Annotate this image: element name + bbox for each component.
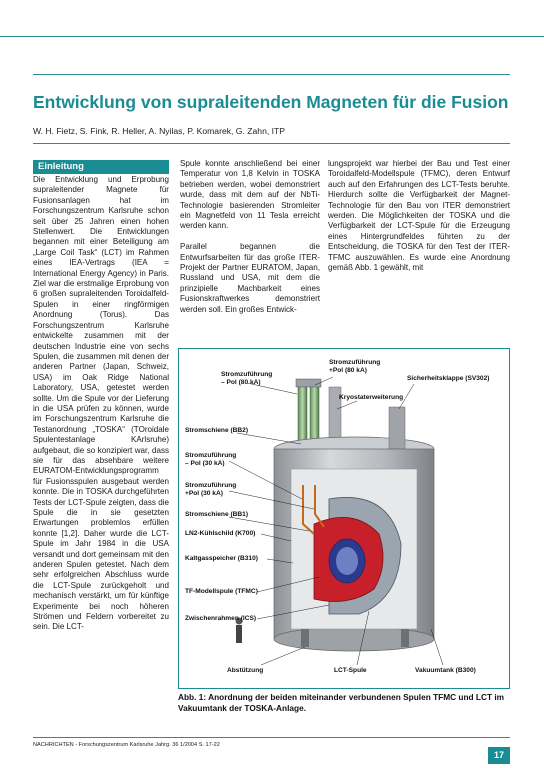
label-abstuetzung: Abstützung xyxy=(227,667,264,674)
label-sicherheitsklappe: Sicherheitsklappe (SV302) xyxy=(407,375,490,382)
authors-rule xyxy=(33,143,510,144)
support xyxy=(301,629,309,647)
label-stromzufuehrung-plus-30: Stromzuführung +Pol (30 kA) xyxy=(185,482,237,497)
paragraph: Parallel begannen die Entwurfsarbeiten für das große ITER-Projekt der Partner EURATOM, Japan, Russland und USA, mit dem die prinzipielle Machbarkeit eines Fusionskraftwerkes demonstriert werden soll. Ein großes Entwick- xyxy=(180,242,320,314)
label-tf-modellspule: TF-Modellspule (TFMC) xyxy=(185,588,258,595)
text-column-1 xyxy=(33,175,169,643)
section-heading: Einleitung xyxy=(33,160,169,174)
label-lct-spule: LCT-Spule xyxy=(334,667,367,674)
bottom-rule xyxy=(33,737,510,738)
label-kryostaterweiterung: Kryostaterweiterung xyxy=(339,394,404,401)
label-stromschiene-bb1: Stromschiene (BB1) xyxy=(185,511,249,518)
figure-caption: Abb. 1: Anordnung der beiden miteinander verbundenen Spulen TFMC und LCT im Vakuumtank der TOSKA-Anlage. xyxy=(178,692,505,713)
article-title: Entwicklung von supraleitenden Magneten für die Fusion xyxy=(33,91,509,112)
text-column-3 xyxy=(328,159,510,284)
text-column-2 xyxy=(180,159,320,325)
paragraph: lungsprojekt war hierbei der Bau und Test einer Toroidalfeld-Modellspule (TFMC), deren Entwurf auch auf den Erfahrungen des LCT-Tests beruhte. Hierdurch sollte die Verfügbarkeit der Magnet-Technologie für den Bau von ITER demonstriert werden. Die Möglichkeiten der TOSKA und die Verfügbarkeit der LCT-Spule für die Erzeugung eines Hintergrundfeldes führten zu der Entscheidung, die TOSKA für den Test der ITER-TFMC auszuwählen. Es wurde eine Anordnung gemäß Abb. 1 gewählt, mit xyxy=(328,159,510,273)
title-rule xyxy=(33,74,510,75)
label-vakuumtank: Vakuumtank (B300) xyxy=(415,667,476,674)
article-authors: W. H. Fietz, S. Fink, R. Heller, A. Nyilas, P. Komarek, G. Zahn, ITP xyxy=(33,126,285,136)
label-stromschiene-bb2: Stromschiene (BB2) xyxy=(185,427,249,434)
paragraph: Die Entwicklung und Erprobung supraleitender Magnete für Fusionsanlagen hat im Forschungszentrum Karlsruhe schon seit über 25 Jahren einen hohen Stellenwert. Die Entwicklungen begannen mit einer Beteiligung am „Large Coil Task“ (LCT) im Rahmen eines IEA-Vertrags (IEA = International Energy Agency) in Paris. Ziel war die erstmalige Erprobung von 6 großen supraleitenden Toroidalfeld-Spulen in einer ringförmigen Anordnung (Torus). Das Forschungszentrum Karlsruhe entwickelte zusammen mit der deutschen Industrie eine von sechs Spulen, die zusammen mit denen der anderen Partner (Japan, Schweiz, USA) im Oak Ridge National Laboratory, USA, getestet werden sollte. Um die Spule vor der Lieferung in die USA prüfen zu können, wurde im Forschungszentrum Karlsruhe die Testanordnung „TOSKA“ (TOroidale Spulentestanlage KArlsruhe) aufgebaut, die so konzipiert war, dass sie für das absehbare weitere EURATOM-Entwicklungsprogramm für Fusionsspulen ausgebaut werden konnte. Die in TOSKA durchgeführten Tests der LCT-Spule zeigten, dass die Spule die in sie gesetzten Erwartungen problemlos erfüllen konnte [1,2]. Daher wurde die LCT-Spule im Jahr 1984 in die USA versandt und dort gemeinsam mit den anderen Spulen getestet. Nach dem sehr erfolgreichen Abschluss wurde die LCT-Spule zurückgeholt und mechanisch verstärkt, um für künftige Experimente bei noch höheren Strömen und Feldern vorbereitet zu sein. Die LCT- xyxy=(33,175,169,632)
top-rule xyxy=(0,36,544,37)
footer-citation: NACHRICHTEN - Forschungszentrum Karlsruhe Jahrg. 36 1/2004 S. 17-22 xyxy=(33,742,220,748)
label-stromzufuehrung-minus-80: Stromzuführung – Pol (80 kA) xyxy=(221,371,273,386)
label-stromzufuehrung-plus-80: Stromzuführung +Pol (80 kA) xyxy=(329,359,381,374)
figure-toska xyxy=(178,348,510,689)
label-stromzufuehrung-minus-30: Stromzuführung – Pol (30 kA) xyxy=(185,452,237,467)
label-kaltgasspeicher: Kaltgasspeicher (B310) xyxy=(185,555,258,562)
label-zwischenrahmen: Zwischenrahmen (ICS) xyxy=(185,615,257,622)
label-ln2-kuehlschild: LN2-Kühlschild (K700) xyxy=(185,530,256,537)
paragraph: Spule konnte anschließend bei einer Temperatur von 1,8 Kelvin in TOSKA betrieben werden, wobei demonstriert wurde, dass mit dem auf der NbTi-Technologie basierenden Stromleiter ein Magnetfeld von 11 Tesla erreicht werden kann. xyxy=(180,159,320,231)
page-number: 17 xyxy=(488,747,510,764)
